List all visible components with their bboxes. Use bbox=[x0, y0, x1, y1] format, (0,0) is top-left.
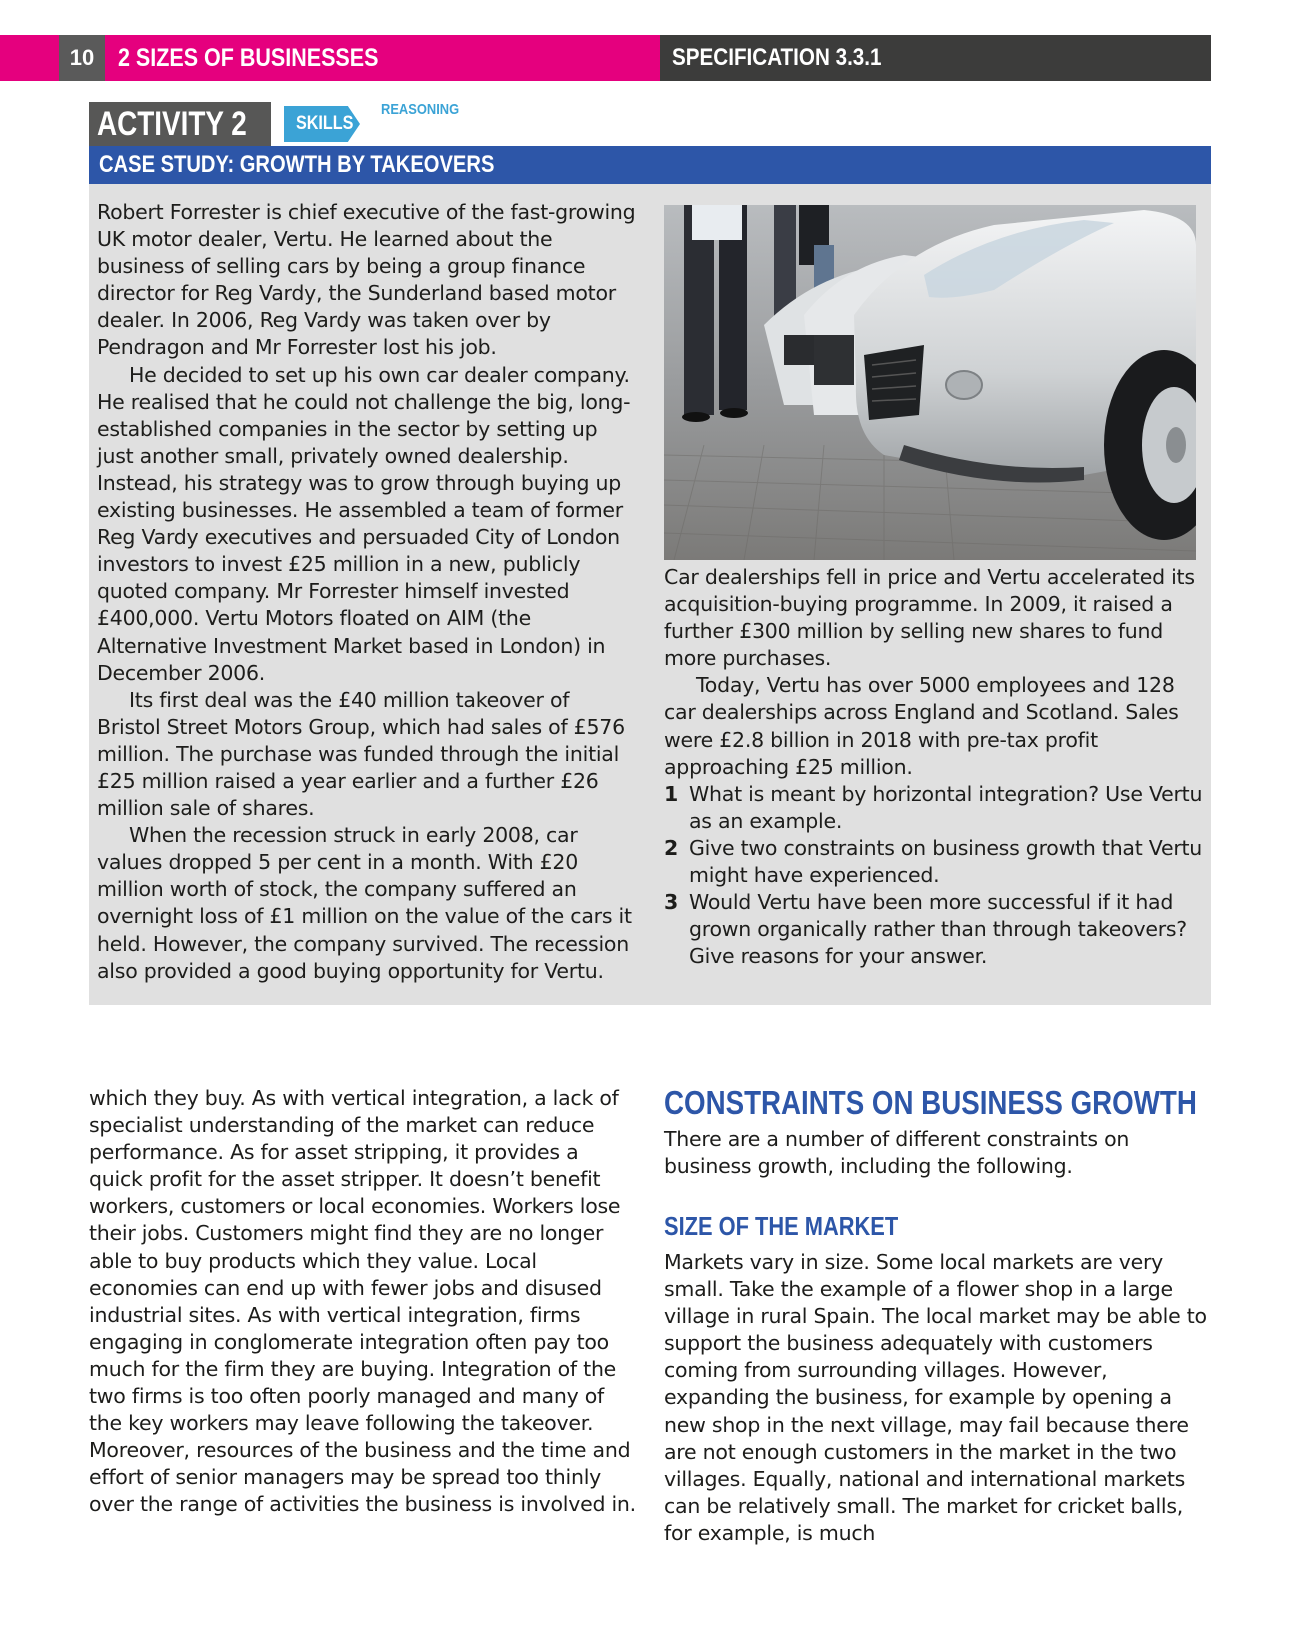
chapter-title: 2 SIZES OF BUSINESSES bbox=[118, 44, 379, 72]
question-text: Give two constraints on business growth that Vertu might have experienced. bbox=[689, 835, 1203, 888]
case-study-paragraph: Today, Vertu has over 5000 employees and 128 car dealerships across England and Scotland. Sales were £2.8 billion in 2018 with pre-tax profit approaching £25 million. bbox=[664, 673, 1179, 779]
case-study-right-column bbox=[664, 564, 1204, 970]
case-study-paragraph: Robert Forrester is chief executive of the fast-growing UK motor dealer, Vertu. He learned about the business of selling cars by being a group finance director for Reg Vardy, the Sunderland based motor dealer. In 2006, Reg Vardy was taken over by Pendragon and Mr Forrester lost his job. bbox=[97, 200, 636, 360]
skill-reasoning: REASONING bbox=[381, 101, 460, 118]
body-paragraph: Markets vary in size. Some local markets are very small. Take the example of a flower shop in a large village in rural Spain. The local market may be able to support the business adequately with customers coming from surrounding villages. However, expanding the business, for example by opening a new shop in the next village, may fail because there are not enough customers in the market in the two villages. Equally, national and international markets can be relatively small. The market for cricket balls, for example, is much bbox=[664, 1250, 1207, 1545]
case-study-title: CASE STUDY: GROWTH BY TAKEOVERS bbox=[99, 151, 495, 178]
body-left-column bbox=[89, 1085, 637, 1519]
question-item bbox=[664, 889, 1204, 970]
activity-title: ACTIVITY 2 bbox=[97, 105, 247, 143]
constraints-heading: CONSTRAINTS ON BUSINESS GROWTH bbox=[664, 1084, 1197, 1121]
page-number: 10 bbox=[59, 35, 105, 81]
question-number: 2 bbox=[664, 835, 679, 860]
case-study-paragraph: Its first deal was the £40 million takeover of Bristol Street Motors Group, which had sales of £576 million. The purchase was funded through the initial £25 million raised a year earlier and a further £26 million sale of shares. bbox=[97, 687, 625, 821]
market-size-heading: SIZE OF THE MARKET bbox=[664, 1211, 899, 1241]
case-study-paragraph: Car dealerships fell in price and Vertu accelerated its acquisition-buying programme. In 2009, it raised a further £300 million by selling new shares to fund more purchases. bbox=[664, 565, 1195, 671]
question-number: 1 bbox=[664, 781, 679, 806]
question-number: 3 bbox=[664, 890, 679, 915]
case-study-left-column bbox=[97, 199, 637, 985]
case-study-paragraph: He decided to set up his own car dealer company. He realised that he could not challenge the big, long-established companies in the sector by setting up just another small, privately owned dealership. Instead, his strategy was to grow through buying up existing businesses. He assembled a team of former Reg Vardy executives and persuaded City of London investors to invest £25 million in a new, publicly quoted company. Mr Forrester himself invested £400,000. Vertu Motors floated on AIM (the Alternative Investment Market based in London) in December 2006. bbox=[97, 362, 631, 685]
skills-label: SKILLS bbox=[296, 113, 354, 134]
case-study-paragraph: When the recession struck in early 2008, car values dropped 5 per cent in a month. With £20 million worth of stock, the company suffered an overnight loss of £1 million on the value of the cars it held. However, the company survived. The recession also provided a good buying opportunity for Vertu. bbox=[97, 823, 632, 983]
body-paragraph: There are a number of different constraints on business growth, including the following. bbox=[664, 1127, 1130, 1179]
cars-illustration bbox=[664, 205, 1196, 560]
market-size-text bbox=[664, 1249, 1212, 1547]
constraints-intro bbox=[664, 1126, 1212, 1180]
body-paragraph: which they buy. As with vertical integration, a lack of specialist understanding of the market can reduce performance. As for asset stripping, it provides a quick profit for the asset stripper. It doesn’t benefit workers, customers or local economies. Workers lose their jobs. Customers might find they are no longer able to buy products which they value. Local economies can end up with fewer jobs and disused industrial sites. As with vertical integration, firms engaging in conglomerate integration often pay too much for the firm they are buying. Integration of the two firms is too often poorly managed and many of the key workers may leave following the takeover. Moreover, resources of the business and the time and effort of senior managers may be spread too thinly over the range of activities the business is involved in. bbox=[89, 1086, 636, 1517]
question-text: Would Vertu have been more successful if it had grown organically rather than through takeovers? Give reasons for your answer. bbox=[689, 890, 1187, 969]
question-text: What is meant by horizontal integration? Use Vertu as an example. bbox=[689, 781, 1203, 833]
question-item bbox=[664, 781, 1204, 835]
specification-label: SPECIFICATION 3.3.1 bbox=[672, 44, 882, 71]
question-item bbox=[664, 835, 1204, 889]
car-dealership-photo bbox=[664, 205, 1196, 560]
